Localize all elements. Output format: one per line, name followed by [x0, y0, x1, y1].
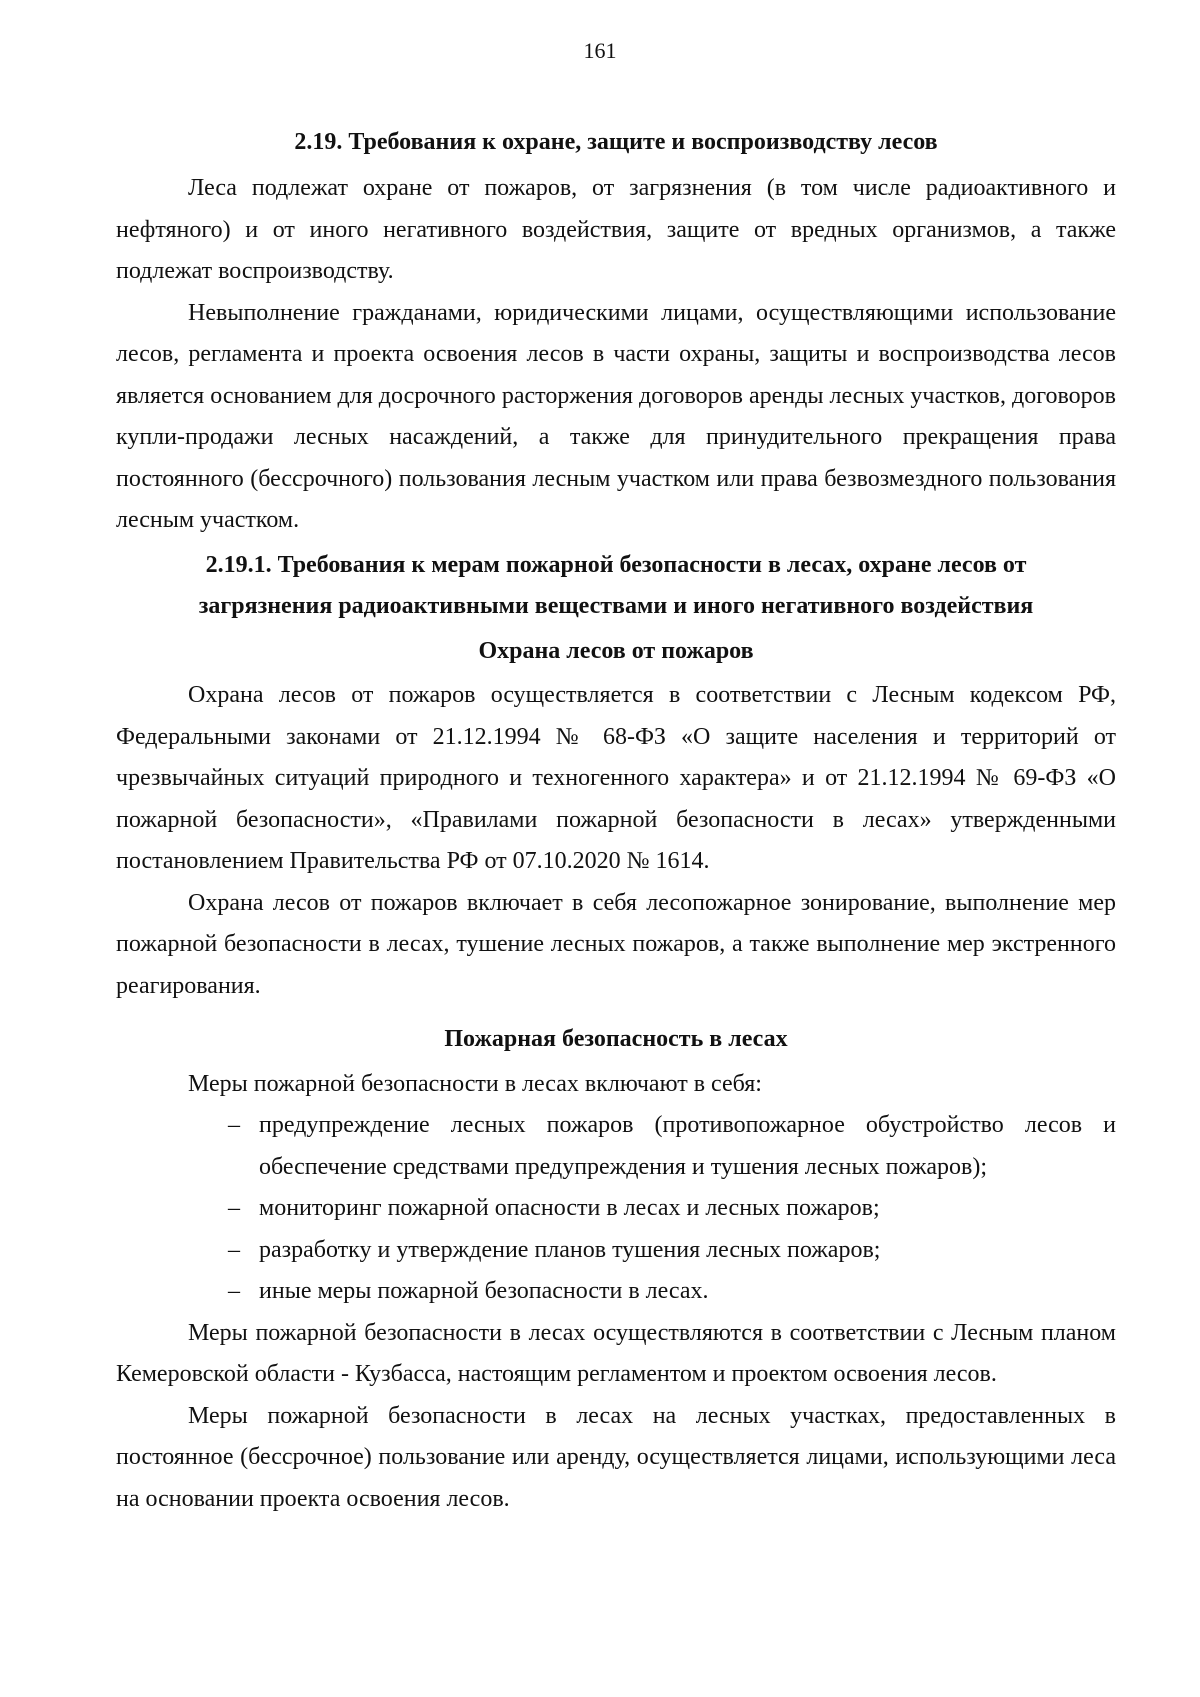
fire-protection-paragraph: Охрана лесов от пожаров включает в себя лесопожарное зонирование, выполнение мер пожарной безопасности в лесах, тушение лесных пожаров, а также выполнение мер экстренного реагирования. [116, 889, 1116, 999]
dash-bullet: – [228, 1278, 240, 1304]
dash-bullet: – [228, 1195, 240, 1221]
list-item [116, 1188, 1116, 1230]
page-number: 161 [583, 38, 617, 63]
dash-bullet: – [228, 1236, 240, 1263]
fire-safety-paragraph: Меры пожарной безопасности в лесах на лесных участках, предоставленных в постоянное (бессрочное) пользование или аренду, осуществляется лицами, использующими леса на основании проекта освоения лесов. [116, 1402, 1116, 1512]
fire-protection-heading: Охрана лесов от пожаров [478, 637, 754, 664]
intro-paragraph: Невыполнение гражданами, юридическими лицами, осуществляющими использование лесов, регламента и проекта освоения лесов в части охраны, защиты и воспроизводства лесов является основанием для досрочного расторжения договоров аренды лесных участков, договоров купли-продажи лесных насаждений, а также для принудительного прекращения права постоянного (бессрочного) пользования лесным участком или права безвозмездного пользования лесным участком. [116, 299, 1116, 533]
subsection-heading [116, 545, 1116, 628]
intro-paragraph: Леса подлежат охране от пожаров, от загрязнения (в том числе радиоактивного и нефтяного) и от иного негативного воздействия, защите от вредных организмов, а также подлежат воспроизводству. [116, 175, 1116, 284]
list-item [116, 1105, 1116, 1188]
fire-safety-measures-list [116, 1105, 1116, 1313]
fire-protection-paragraph: Охрана лесов от пожаров осуществляется в соответствии с Лесным кодексом РФ, Федеральными законами от 21.12.1994 № 68-ФЗ «О защите населения и территорий от чрезвычайных ситуаций природного и техногенного характера» и от 21.12.1994 № 69-ФЗ «О пожарной безопасности», «Правилами пожарной безопасности в лесах» утвержденными постановлением Правительства РФ от 07.10.2020 № 1614. [116, 682, 1116, 874]
fire-safety-lead: Меры пожарной безопасности в лесах включают в себя: [188, 1070, 762, 1097]
list-item-text: иные меры пожарной безопасности в лесах. [259, 1278, 709, 1304]
section-heading: 2.19. Требования к охране, защите и воспроизводству лесов [294, 129, 938, 155]
list-item [116, 1271, 1116, 1313]
list-item-text: мониторинг пожарной опасности в лесах и лесных пожаров; [259, 1195, 880, 1221]
subsection-heading-line: загрязнения радиоактивными веществами и иного негативного воздействия [198, 593, 1034, 619]
list-item-text: предупреждение лесных пожаров (противопожарное обустройство лесов и обеспечение средствами предупреждения и тушения лесных пожаров); [259, 1112, 1116, 1180]
dash-bullet: – [228, 1112, 240, 1138]
list-item [116, 1230, 1116, 1272]
fire-safety-paragraph: Меры пожарной безопасности в лесах осуществляются в соответствии с Лесным планом Кемеровской области - Кузбасса, настоящим регламентом и проектом освоения лесов. [116, 1319, 1116, 1387]
page-body [116, 168, 1116, 1520]
fire-safety-heading: Пожарная безопасность в лесах [444, 1026, 788, 1052]
subsection-heading-line: 2.19.1. Требования к мерам пожарной безопасности в лесах, охране лесов от [205, 551, 1027, 578]
list-item-text: разработку и утверждение планов тушения лесных пожаров; [259, 1236, 881, 1263]
